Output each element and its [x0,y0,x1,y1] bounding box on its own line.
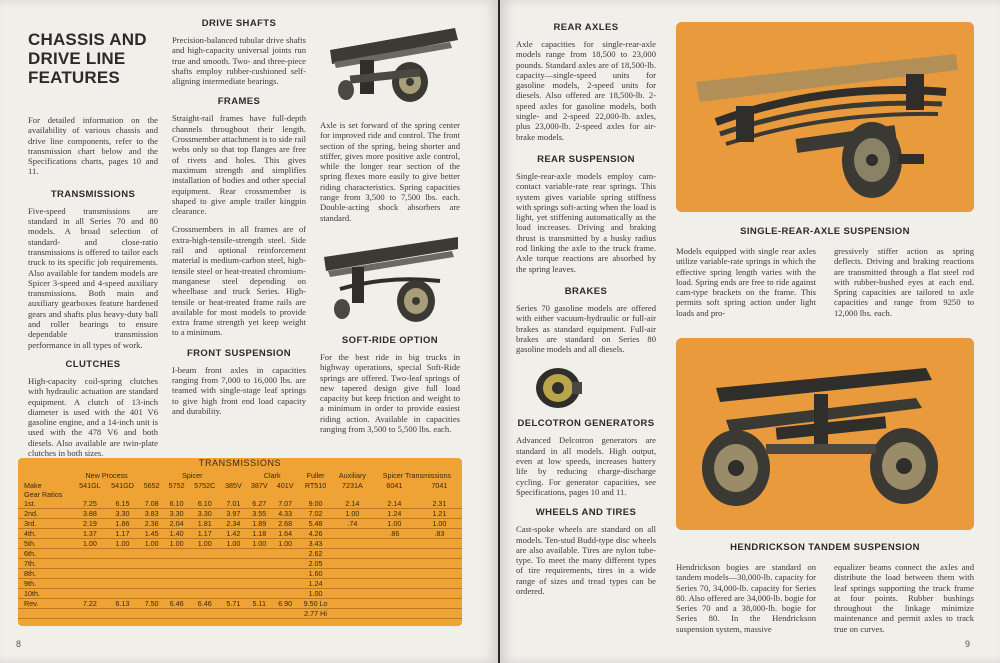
front-suspension-paragraph: I-beam front axles in capacities ranging from 7,000 to 16,000 lbs. are teamed with single-stage leaf springs to give high front end load capacity and durability. [172,364,306,416]
table-cell: 3.30 [189,509,220,519]
single-rear-paragraph-1: Models equipped with single rear axles utilize variable-rate springs in which the effective spring length varies with the load. Spring ends are free to ride against cam-type brackets on the frame. This permits soft spring action under light loads and pro- [676,246,816,318]
table-cell: 7.25 [74,499,106,509]
table-cell [74,609,106,619]
table-cell [189,589,220,599]
table-cell: 2.68 [272,519,298,529]
table-cell: 1.00 [417,519,462,529]
table-cell: 3.30 [164,509,189,519]
table-cell [220,559,246,569]
table-cell: 2.31 [417,499,462,509]
table-cell [164,579,189,589]
table-cell [106,549,139,559]
table-cell: 2.05 [298,559,333,569]
table-cell: 1.42 [220,529,246,539]
table-cell: 7.22 [74,599,106,609]
table-group-header [139,471,164,480]
title-line-1: CHASSIS AND [28,30,147,49]
table-cell [272,609,298,619]
table-cell: 1.17 [189,529,220,539]
rear-suspension-heading: REAR SUSPENSION [537,153,635,165]
brakes-heading: BRAKES [564,285,608,297]
table-cell: 2.62 [298,549,333,559]
table-model-row [18,480,462,489]
table-model-header: 6041 [386,480,403,490]
table-cell: 7.07 [272,499,298,509]
table-row [18,589,462,599]
table-cell: 6.46 [189,599,220,609]
table-gear-label [18,609,74,619]
table-cell: 1.21 [417,509,462,519]
transmissions-table-box [18,458,462,626]
table-cell [189,559,220,569]
table-cell: 7.50 [139,599,164,609]
table-cell [164,609,189,619]
table-cell [189,579,220,589]
table-cell [139,549,164,559]
delcotron-heading: DELCOTRON GENERATORS [517,418,655,430]
tandem-suspension-photo [676,338,974,530]
page-number-left: 8 [16,639,22,649]
table-cell [74,569,106,579]
table-cell: 2.77 Hi [298,609,333,619]
table-cell [372,569,417,579]
table-cell [164,549,189,559]
table-make-label: Make [24,480,42,490]
table-cell: 6.27 [246,499,272,509]
table-row [18,499,462,509]
table-cell: 2.14 [372,499,417,509]
table-cell: 6.90 [272,599,298,609]
table-cell [246,589,272,599]
table-cell: 1.00 [333,509,372,519]
table-row [18,519,462,529]
table-group-header: Spicer Transmissions [382,471,452,481]
table-cell [246,559,272,569]
table-cell: 2.34 [220,519,246,529]
table-cell [372,609,417,619]
table-cell [333,599,372,609]
table-cell: 1.00 [106,539,139,549]
table-cell [372,549,417,559]
table-cell [220,569,246,579]
table-model-header: 385V [224,480,242,490]
left-column-1 [28,30,158,458]
single-rear-axle-photo [676,22,974,212]
table-cell: 3.83 [139,509,164,519]
table-cell [220,589,246,599]
table-cell: 1.00 [246,539,272,549]
table-model-header: 7041 [431,480,448,490]
table-gear-ratios-label: Gear Ratios [24,489,63,499]
rear-axles-heading: REAR AXLES [553,22,619,33]
table-gear-label: 10th. [18,589,74,599]
table-cell: 5.11 [246,599,272,609]
table-cell: 1.45 [139,529,164,539]
table-cell [417,549,462,559]
table-gear-ratio-label-row [18,490,462,499]
table-cell: .86 [372,529,417,539]
table-cell [333,539,372,549]
table-model-header: RT510 [304,480,327,490]
table-cell: 1.00 [74,539,106,549]
clutches-paragraph: High-capacity coil-spring clutches with hydraulic actuation are standard equipment. A clutch of 13-inch diameter is used with the 401 V6 gasoline engine, and a 14-inch unit is used with the 478 V6 and both diesels. Also available are twin-plate clutches in both sizes. [28,375,158,459]
table-cell [246,569,272,579]
drive-shafts-paragraph: Precision-balanced tubular drive shafts and high-capacity universal joints run true and smooth. Two- and three-piece shafts employ rubber-cushioned self-aligning intermediate bearings. [172,35,306,87]
transmissions-paragraph: Five-speed transmissions are standard in all Series 70 and 80 models. A broad selection of standard- and close-ratio transmissions is offered to tailor each truck to its specific job requirements. Also available for tandem models are Spicer 3-speed and 4-speed auxiliary transmissions. Both main and auxiliary gearboxes feature hardened gears and shafts plus heavy-duty ball and roller bearings to ensure dependable transmission performance in all types of work. [28,205,158,350]
table-cell [372,559,417,569]
table-cell [372,589,417,599]
table-cell: 1.00 [220,539,246,549]
wheels-paragraph: Cast-spoke wheels are standard on all models. Ten-stud Budd-type disc wheels are also available. Tires are nylon tube-type. To meet the many different types of tire requirements, tires in a wide range of sizes and tread types can be ordered. [516,524,656,596]
table-row [18,579,462,589]
table-cell [164,559,189,569]
table-cell: 3.97 [220,509,246,519]
table-row [18,539,462,549]
table-cell [74,579,106,589]
table-gear-label: 8th. [18,569,74,579]
table-row [18,559,462,569]
table-cell [333,529,372,539]
rear-axles-paragraph: Axle capacities for single-rear-axle models range from 18,500 to 23,000 pounds. Standard axles are of 18,500-lb. capacity—single-speed units for gasoline models, 2-speed units for diesels. Also offered are 18,500-lb. 2-speed axles for gasoline models, both single- and 2-speed 22,000-lb. axles, plus 23,000-lb. 2-speed axles for air-brake models. [516,39,656,142]
transmissions-heading: TRANSMISSIONS [50,188,136,200]
axle-paragraph: Axle is set forward of the spring center for improved ride and control. The front section of the spring, being shorter and stiffer, gives more positive axle control, while the longer rear section of the spring flexes more easily to give better riding characteristics. Spring capacities range from 3,500 to 7,500 lbs. each. Double-acting shock absorbers are standard. [320,120,460,223]
table-cell: 1.00 [372,519,417,529]
table-cell [164,569,189,579]
table-cell: 1.00 [189,539,220,549]
table-cell: 2.04 [164,519,189,529]
soft-ride-heading: SOFT-RIDE OPTION [341,334,439,346]
table-cell [106,559,139,569]
table-cell: 9.00 [298,499,333,509]
table-cell: 1.24 [298,579,333,589]
table-cell [417,599,462,609]
table-cell: 1.64 [272,529,298,539]
frames-paragraph-2: Crossmembers in all frames are of extra-high-tensile-strength steel. Side rail and optional reinforcement material is medium-carbon steel, high-tensile steel or heat-treated chromium-manganese steel depending on wheelbase and truck Series. High-tensile or heat-treated frame rails are available for most models to provide extra frame strength yet keep weight to a minimum. [172,224,306,338]
table-group-header: Auxiliary [338,471,366,481]
table-cell [189,609,220,619]
table-model-header: 7231A [342,480,363,490]
right-page [500,0,1000,663]
table-row [18,569,462,579]
table-cell: 7.01 [220,499,246,509]
table-cell [220,549,246,559]
table-model-header: 5652 [143,480,160,490]
table-corner-cell [18,471,74,480]
table-model-header: 5752 [168,480,185,490]
table-cell: 1.17 [106,529,139,539]
table-cell: 5.48 [298,519,333,529]
table-cell [417,609,462,619]
table-cell: 6.15 [106,499,139,509]
table-cell [372,599,417,609]
tandem-paragraph-2: equalizer beams connect the axles and distribute the load between them with leaf springs supporting the truck frame at four points. Rubber bushings throughout the linkage minimize maintenance and permit axles to track true on curves. [834,562,974,634]
table-cell [139,569,164,579]
table-gear-label: 7th. [18,559,74,569]
brakes-paragraph: Series 70 gasoline models are offered with either vacuum-hydraulic or full-air brakes as standard equipment. Full-air brakes are standard on Series 80 gasoline models and all diesels. [516,302,656,355]
table-cell [246,549,272,559]
table-cell [74,549,106,559]
table-cell [272,589,298,599]
delcotron-paragraph: Advanced Delcotron generators are standard in all models. High output, even at low speeds, increases battery life by reducing charge-discharge cycling. For generator capacities, see Specifications, pages 10 and 11. [516,435,656,497]
table-cell [272,579,298,589]
table-cell: 3.43 [298,539,333,549]
intro-paragraph: For detailed information on the availability of various chassis and drive line components, refer to the transmission chart below and the Specifications charts, pages 10 and 11. [28,115,158,177]
table-cell [246,609,272,619]
table-cell: 1.89 [246,519,272,529]
table-cell [220,609,246,619]
table-cell [246,579,272,589]
table-model-header: 541GL [79,480,101,490]
table-cell [189,549,220,559]
table-cell [106,569,139,579]
frames-heading: FRAMES [217,96,261,108]
table-cell [139,589,164,599]
table-model-header: 401V [276,480,294,490]
table-cell: 7.02 [298,509,333,519]
single-rear-axle-caption: SINGLE-REAR-AXLE SUSPENSION [740,226,910,237]
table-cell [189,569,220,579]
table-cell: 2.19 [74,519,106,529]
table-cell: .74 [333,519,372,529]
table-cell [417,559,462,569]
table-cell: 4.33 [272,509,298,519]
table-gear-label: 6th. [18,549,74,559]
drive-shafts-heading: DRIVE SHAFTS [201,18,277,29]
table-gear-label: 9th. [18,579,74,589]
table-row [18,529,462,539]
table-cell [272,549,298,559]
title-line-3: FEATURES [28,68,120,87]
table-cell: 3.55 [246,509,272,519]
table-cell: 6.10 [189,499,220,509]
front-axle-photo [320,20,460,108]
table-cell [372,539,417,549]
table-cell: 1.00 [164,539,189,549]
table-cell: 3.30 [106,509,139,519]
table-gear-label: Rev. [18,599,74,609]
title-line-2: DRIVE LINE [28,49,126,68]
transmissions-table-title: TRANSMISSIONS [198,458,282,468]
page-title [28,30,158,87]
table-cell: 1.00 [139,539,164,549]
table-row [18,609,462,619]
table-cell: 1.86 [106,519,139,529]
table-cell [74,559,106,569]
right-column-1 [516,22,656,596]
tandem-paragraph-1: Hendrickson bogies are standard on tandem models—30,000-lb. capacity for Series 70, 34,000-lb. capacity for Series 80. Also offered are 34,000-lb. bogie for Series 70 and a 38,000-lb. bogie for Series 80. In the Hendrickson suspension system, massive [676,562,816,634]
table-cell: 1.37 [74,529,106,539]
front-suspension-heading: FRONT SUSPENSION [186,347,292,359]
table-cell [106,589,139,599]
table-cell [139,609,164,619]
table-cell [139,559,164,569]
wheels-heading: WHEELS AND TIRES [535,507,637,519]
table-cell [372,579,417,589]
table-cell [333,579,372,589]
table-cell [333,589,372,599]
transmissions-table [18,471,462,619]
table-gear-label: 2nd. [18,509,74,519]
table-cell [417,579,462,589]
table-row [18,549,462,559]
table-cell: 4.26 [298,529,333,539]
rear-suspension-paragraph: Single-rear-axle models employ cam-contact variable-rate rear springs. This system gives variable spring stiffness with springs soft-acting when the load is light, yet stiffening automatically as the load increases. Driving and braking thrust is transmitted by a husky radius rod linking the axle to the truck frame. Axle torque reactions are absorbed by the spring leaves. [516,170,656,274]
table-cell: 9.50 Lo [298,599,333,609]
table-cell [333,569,372,579]
table-cell: 1.81 [189,519,220,529]
table-cell: 3.88 [74,509,106,519]
tandem-caption: HENDRICKSON TANDEM SUSPENSION [730,542,920,553]
table-model-header: 387V [250,480,268,490]
table-cell: 5.71 [220,599,246,609]
table-group-header: New Process [85,471,128,481]
clutches-heading: CLUTCHES [65,358,121,370]
table-model-header: 5752C [194,480,216,490]
left-column-3 [320,20,460,434]
table-row [18,509,462,519]
table-cell [106,579,139,589]
table-cell [74,589,106,599]
table-model-header: 541GD [111,480,134,490]
table-cell: 1.24 [372,509,417,519]
table-group-row [18,471,462,480]
table-cell [333,549,372,559]
table-cell: 6.10 [164,499,189,509]
table-cell: .83 [417,529,462,539]
table-cell: 1.60 [298,569,333,579]
table-cell [220,579,246,589]
table-cell: 1.40 [164,529,189,539]
table-cell [106,609,139,619]
page-number-right: 9 [964,639,970,649]
table-cell [333,609,372,619]
left-column-2 [172,18,306,416]
single-rear-paragraph-2: gressively stiffer action as spring deflects. Driving and braking reactions are transmitted through a flat steel rod with rubber-bushed eyes at each end. Spring capacities are tailored to axle capacities and range from 9250 to 12,000 lbs. each. [834,246,974,318]
table-cell [333,559,372,569]
table-group-header: Clark [263,471,281,481]
table-cell: 7.08 [139,499,164,509]
table-group-header: Fuller [306,471,325,481]
table-cell: 1.00 [272,539,298,549]
table-cell: 6.13 [106,599,139,609]
table-gear-label: 4th. [18,529,74,539]
delcotron-photo [516,362,656,414]
table-cell: 1.00 [298,589,333,599]
table-group-header: Spicer [182,471,203,481]
table-gear-label: 1st. [18,499,74,509]
table-cell [417,589,462,599]
table-cell: 1.18 [246,529,272,539]
table-group-header [220,471,246,480]
table-cell [417,539,462,549]
table-cell: 2.14 [333,499,372,509]
table-cell [139,579,164,589]
soft-ride-paragraph: For the best ride in big trucks in highway operations, special Soft-Ride springs are offered. Two-leaf springs of new tapered design give full load capacity but keep friction and weight to a minimum in order to provide easiest riding action. Available in capacities ranging from 3,500 to 5,500 lbs. each. [320,351,460,435]
table-cell [417,569,462,579]
table-gear-label: 5th. [18,539,74,549]
table-cell [272,569,298,579]
table-gear-label: 3rd. [18,519,74,529]
soft-ride-photo [320,231,460,329]
table-cell: 2.36 [139,519,164,529]
table-cell [164,589,189,599]
table-row [18,599,462,609]
frames-paragraph-1: Straight-rail frames have full-depth channels throughout their length. Crossmember attachment is to side rail webs only so that top flanges are free of rivets and holes. This gives maximum strength and simplifies installation of bodies and other special equipment. Rear crossmember is shaped to give ample trailer kingpin clearance. [172,113,306,217]
left-page [0,0,498,663]
table-cell [272,559,298,569]
table-cell: 6.46 [164,599,189,609]
